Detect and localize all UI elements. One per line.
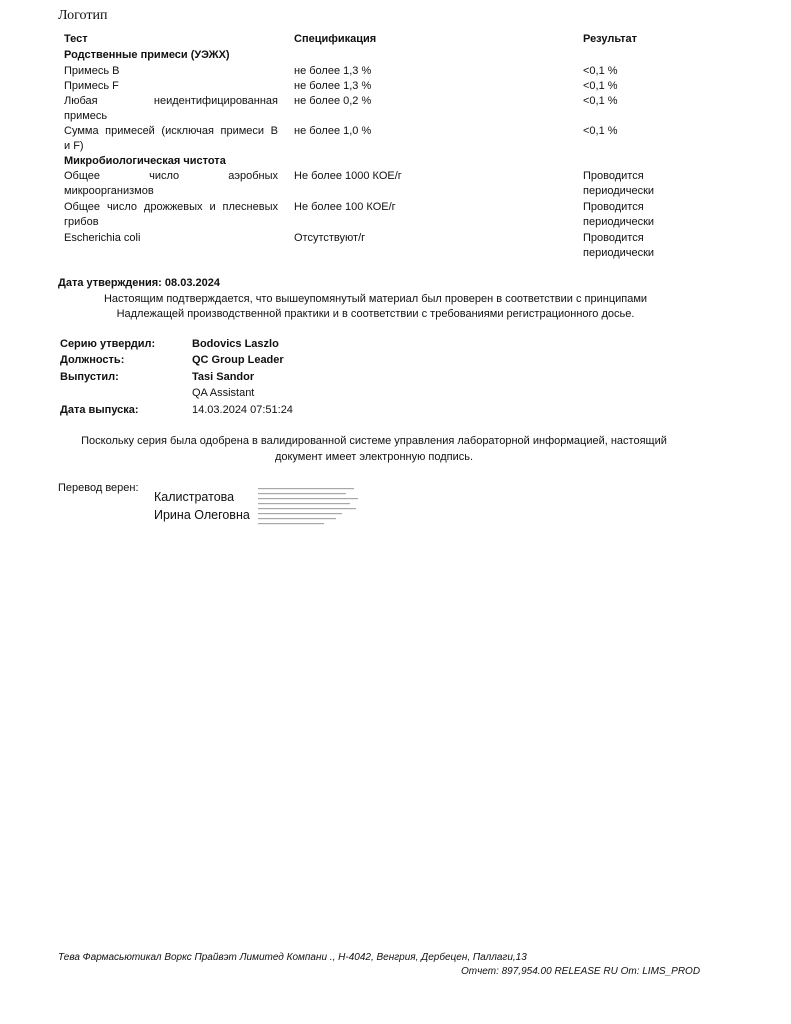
result-value: <0,1 % [583, 95, 618, 107]
result-value: Проводится [583, 170, 644, 182]
header-test: Тест [64, 33, 88, 45]
footer-address: Тева Фармасьютикал Воркс Прайвэт Лимитед Компани ., Н-4042, Венгрия, Дербецен, Паллаги,13 [58, 952, 527, 963]
logo-placeholder: Логотип [58, 8, 108, 23]
test-name: Примесь F [64, 80, 119, 92]
esign-note-line-2: документ имеет электронную подпись. [274, 451, 474, 463]
result-value: <0,1 % [583, 125, 618, 137]
issued-by-label: Выпустил: [60, 371, 119, 383]
esign-note-line-1: Поскольку серия была одобрена в валидированной системе управления лабораторной информацией, настоящий [81, 435, 667, 447]
approved-by-label: Серию утвердил: [60, 338, 156, 350]
test-name-continued: микроорганизмов [64, 185, 154, 197]
section-micro: Микробиологическая чистота [64, 155, 226, 167]
spec-value: не более 0,2 % [294, 95, 372, 107]
issued-by-value: Tasi Sandor [192, 371, 255, 383]
spec-value: не более 1,0 % [294, 125, 372, 137]
approved-by-value: Bodovics Laszlo [192, 338, 279, 350]
spec-value: Не более 100 КОЕ/г [294, 201, 396, 213]
approval-date: Дата утверждения: 08.03.2024 [58, 277, 220, 289]
issue-date-label: Дата выпуска: [60, 404, 139, 416]
result-value: <0,1 % [583, 80, 618, 92]
test-name: Любая неидентифицированная [64, 95, 278, 107]
result-value-continued: периодически [583, 185, 655, 197]
result-value-continued: периодически [583, 216, 655, 228]
confirmation-line-1: Настоящим подтверждается, что вышеупомянутый материал был проверен в соответствии с принципами [103, 293, 648, 305]
test-name-continued: и F) [64, 140, 84, 152]
result-value: Проводится [583, 201, 644, 213]
spec-value: Отсутствуют/г [294, 232, 366, 244]
issue-date-value: 14.03.2024 07:51:24 [192, 404, 293, 416]
footer-report: Отчет: 897,954.00 RELEASE RU От: LIMS_PROD [461, 966, 701, 977]
test-name: Общее число дрожжевых и плесневых [64, 201, 278, 213]
translator-surname: Калистратова [154, 490, 235, 504]
issued-by-position: QA Assistant [192, 387, 255, 399]
test-name: Escherichia coli [64, 232, 141, 244]
result-value: <0,1 % [583, 65, 618, 77]
translation-label: Перевод верен: [58, 482, 139, 494]
test-name-continued: грибов [64, 216, 99, 228]
result-value: Проводится [583, 232, 644, 244]
signature-stamp-graphic [258, 487, 363, 529]
test-name-continued: примесь [64, 110, 108, 122]
position-value: QC Group Leader [192, 354, 284, 366]
test-name: Примесь B [64, 65, 120, 77]
test-name: Общее число аэробных [64, 170, 278, 182]
header-spec: Спецификация [294, 33, 377, 45]
spec-value: не более 1,3 % [294, 65, 372, 77]
position-label: Должность: [60, 354, 125, 366]
spec-value: не более 1,3 % [294, 80, 372, 92]
result-value-continued: периодически [583, 247, 655, 259]
spec-value: Не более 1000 КОЕ/г [294, 170, 402, 182]
digital-signature-stamp [258, 487, 363, 531]
confirmation-line-2: Надлежащей производственной практики и в соответствии с требованиями регистрационного досье. [116, 308, 635, 320]
header-result: Результат [583, 33, 638, 45]
test-name: Сумма примесей (исключая примеси В [64, 125, 278, 137]
section-impurities: Родственные примеси (УЭЖХ) [64, 49, 230, 61]
translator-name: Ирина Олеговна [154, 508, 250, 522]
